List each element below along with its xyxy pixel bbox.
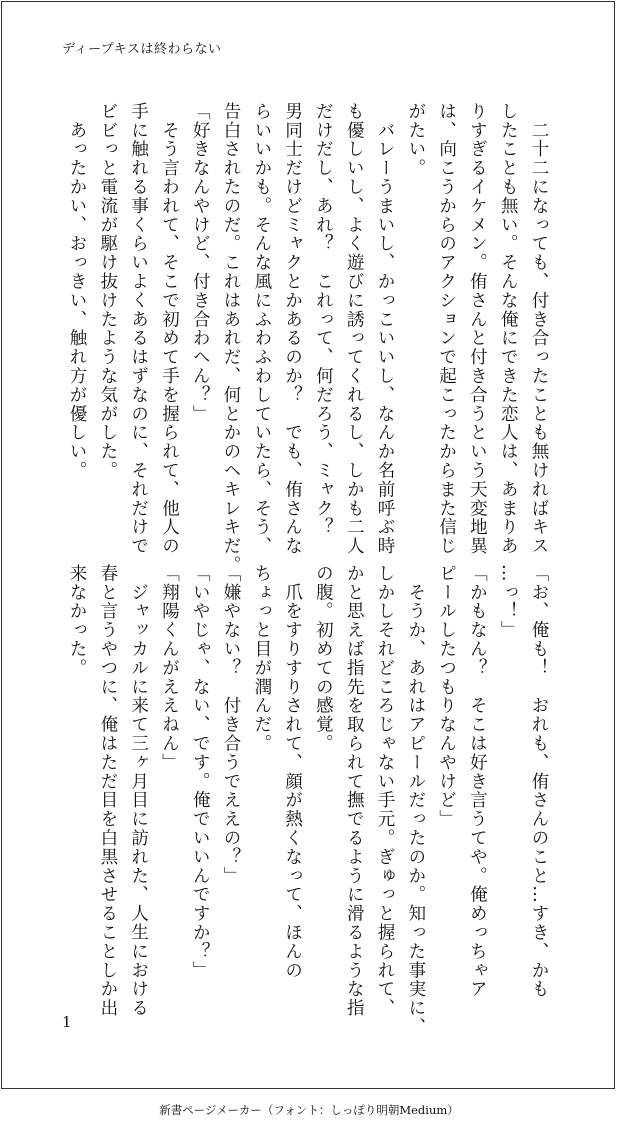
- body-text-upper-column: 二十二になっても、付き合ったことも無ければキス したことも無い。そんな俺にできた恋人は、あまりあ りすぎるイケメン。侑さんと付き合うという天変地異 は、向こうからのアクションで起こったからまた信じ がたい。 バレーうまいし、かっこいいし、なんか名前呼ぶ時 も優しいし、よく遊びに誘ってくれるし、しかも二人 だけだし、あれ？ これって、何だろう、ミャク？ 男同士だけどミャクとかあるのか？ でも、侑さんな らいいかも。そんな風にふわふわしていたら、そう、 告白されたのだ。これはあれだ、何とかのヘキレキだ。 「好きなんやけど、付き合わへん？」 そう言われて、そこで初めて手を握られて、他人の 手に触れる事くらいよくあるはずなのに、それだけで ビビっと電流が駆け抜けたような気がした。 あったかい、おっきい、触れ方が優しい。: [67, 102, 549, 575]
- footer-credit: 新書ページメーカー（フォント：しっぽり明朝Medium）: [159, 1103, 459, 1117]
- page-frame: [1, 1, 615, 1089]
- body-text-lower-column: 「お、俺も！ おれも、侑さんのこと…すき、かも …っ！」 「かもなん？ そこは好き言うてや。俺めっちゃア ピールしたつもりなんやけど」 そうか、あれはアピールだったのか。知った事実に、 しかしそれどころじゃない手元。ぎゅっと握られて、 かと思えば指先を取られて撫でるように滑るような指 の腹。初めての感覚。 爪をすりすりされて、顔が熱くなって、ほんの ちょっと目が潤んだ。 「嫌やない？ 付き合うでええの？」 「いやじゃ、ない、です。俺でいいんですか？」 「翔陽くんがええねん」 ジャッカルに来て三ヶ月目に訪れた、人生における 春と言うやつに、俺はただ目を白黒させることしか出 来なかった。: [67, 564, 549, 1037]
- running-title: ディープキスは終わらない: [62, 42, 222, 57]
- page-number: 1: [62, 1013, 72, 1031]
